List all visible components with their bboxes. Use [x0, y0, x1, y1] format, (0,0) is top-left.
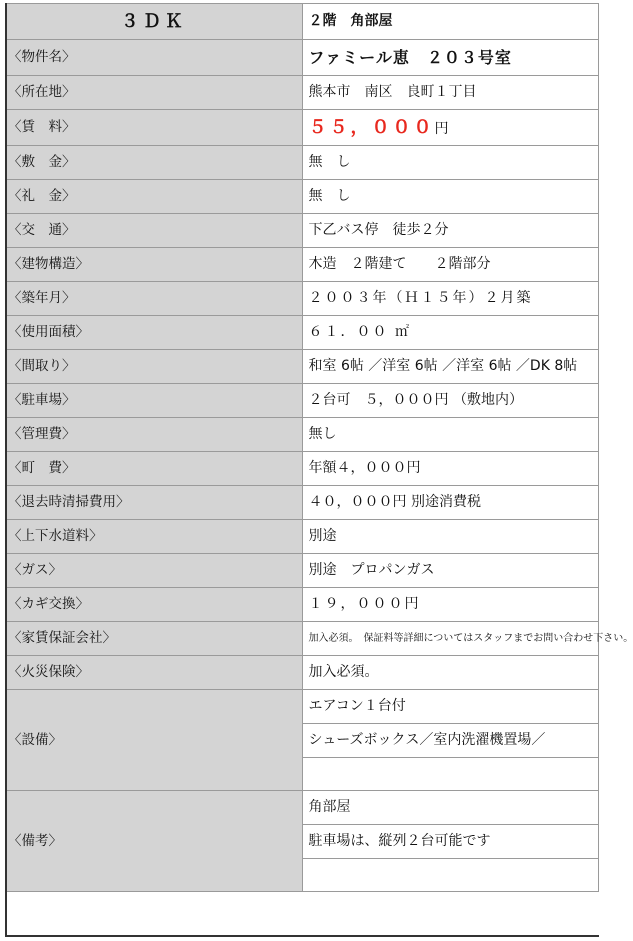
value-built-date: ２００３年（Ｈ１５年）２月築 — [302, 282, 599, 316]
equipment-item: エアコン１台付 — [302, 690, 599, 724]
row-key-money — [6, 180, 599, 214]
row-structure — [6, 248, 599, 282]
label-key-exchange: 〈カギ交換〉 — [6, 588, 303, 622]
rent-unit: 円 — [434, 120, 449, 137]
row-parking — [6, 384, 599, 418]
row-key-exchange — [6, 588, 599, 622]
row-area — [6, 316, 599, 350]
value-guarantee-company: 加入必須。 保証料等詳細についてはスタッフまでお問い合わせ下さい。 — [302, 622, 599, 656]
label-property-name: 〈物件名〉 — [6, 40, 303, 76]
value-fire-insurance: 加入必須。 — [302, 656, 599, 690]
label-key-money: 〈礼 金〉 — [6, 180, 303, 214]
value-area: ６１．００ ㎡ — [302, 316, 599, 350]
value-access: 下乙バス停 徒歩２分 — [302, 214, 599, 248]
label-area: 〈使用面積〉 — [6, 316, 303, 350]
label-guarantee-company: 〈家賃保証会社〉 — [6, 622, 303, 656]
value-address: 熊本市 南区 良町１丁目 — [302, 76, 599, 110]
row-fire-insurance — [6, 656, 599, 690]
label-parking: 〈駐車場〉 — [6, 384, 303, 418]
label-town-fee: 〈町 費〉 — [6, 452, 303, 486]
value-water: 別途 — [302, 520, 599, 554]
row-built-date — [6, 282, 599, 316]
row-access — [6, 214, 599, 248]
value-deposit: 無 し — [302, 146, 599, 180]
row-address — [6, 76, 599, 110]
label-water: 〈上下水道料〉 — [6, 520, 303, 554]
value-structure: 木造 ２階建て ２階部分 — [302, 248, 599, 282]
row-rent — [6, 110, 599, 146]
remarks-item: 角部屋 — [302, 791, 599, 825]
value-parking: ２台可 ５，０００円 （敷地内） — [302, 384, 599, 418]
label-gas: 〈ガス〉 — [6, 554, 303, 588]
row-water — [6, 520, 599, 554]
value-management-fee: 無し — [302, 418, 599, 452]
label-equipment: 〈設備〉 — [6, 690, 303, 791]
value-cleaning-fee: ４０，０００円 別途消費税 — [302, 486, 599, 520]
rent-amount: ５５，０００ — [308, 116, 435, 138]
room-type-cell: ３ＤＫ — [6, 4, 303, 40]
value-rent-cell — [302, 110, 599, 146]
equipment-item-blank — [302, 758, 599, 791]
value-key-money: 無 し — [302, 180, 599, 214]
remarks-item-blank — [302, 859, 599, 892]
label-remarks: 〈備考〉 — [6, 791, 303, 892]
row-layout — [6, 350, 599, 384]
row-remarks-1 — [6, 791, 599, 825]
row-town-fee — [6, 452, 599, 486]
label-layout: 〈間取り〉 — [6, 350, 303, 384]
row-cleaning-fee — [6, 486, 599, 520]
row-guarantee-company — [6, 622, 599, 656]
label-cleaning-fee: 〈退去時清掃費用〉 — [6, 486, 303, 520]
equipment-item: シューズボックス／室内洗濯機置場／ — [302, 724, 599, 758]
room-feature-cell: ２階 角部屋 — [302, 4, 599, 40]
value-town-fee: 年額４，０００円 — [302, 452, 599, 486]
row-deposit — [6, 146, 599, 180]
label-address: 〈所在地〉 — [6, 76, 303, 110]
label-built-date: 〈築年月〉 — [6, 282, 303, 316]
value-property-name: ファミール恵 ２０３号室 — [302, 40, 599, 76]
label-deposit: 〈敷 金〉 — [6, 146, 303, 180]
label-fire-insurance: 〈火災保険〉 — [6, 656, 303, 690]
label-access: 〈交 通〉 — [6, 214, 303, 248]
property-sheet — [5, 3, 633, 937]
header-row — [6, 4, 599, 40]
label-structure: 〈建物構造〉 — [6, 248, 303, 282]
row-management-fee — [6, 418, 599, 452]
row-property-name — [6, 40, 599, 76]
label-rent: 〈賃 料〉 — [6, 110, 303, 146]
row-equipment-1 — [6, 690, 599, 724]
value-layout: 和室 6帖 ／洋室 6帖 ／洋室 6帖 ／DK 8帖 — [302, 350, 599, 384]
value-key-exchange: １９，０００円 — [302, 588, 599, 622]
row-gas — [6, 554, 599, 588]
remarks-item: 駐車場は、縦列２台可能です — [302, 825, 599, 859]
value-gas: 別途 プロパンガス — [302, 554, 599, 588]
property-table — [5, 3, 633, 892]
label-management-fee: 〈管理費〉 — [6, 418, 303, 452]
